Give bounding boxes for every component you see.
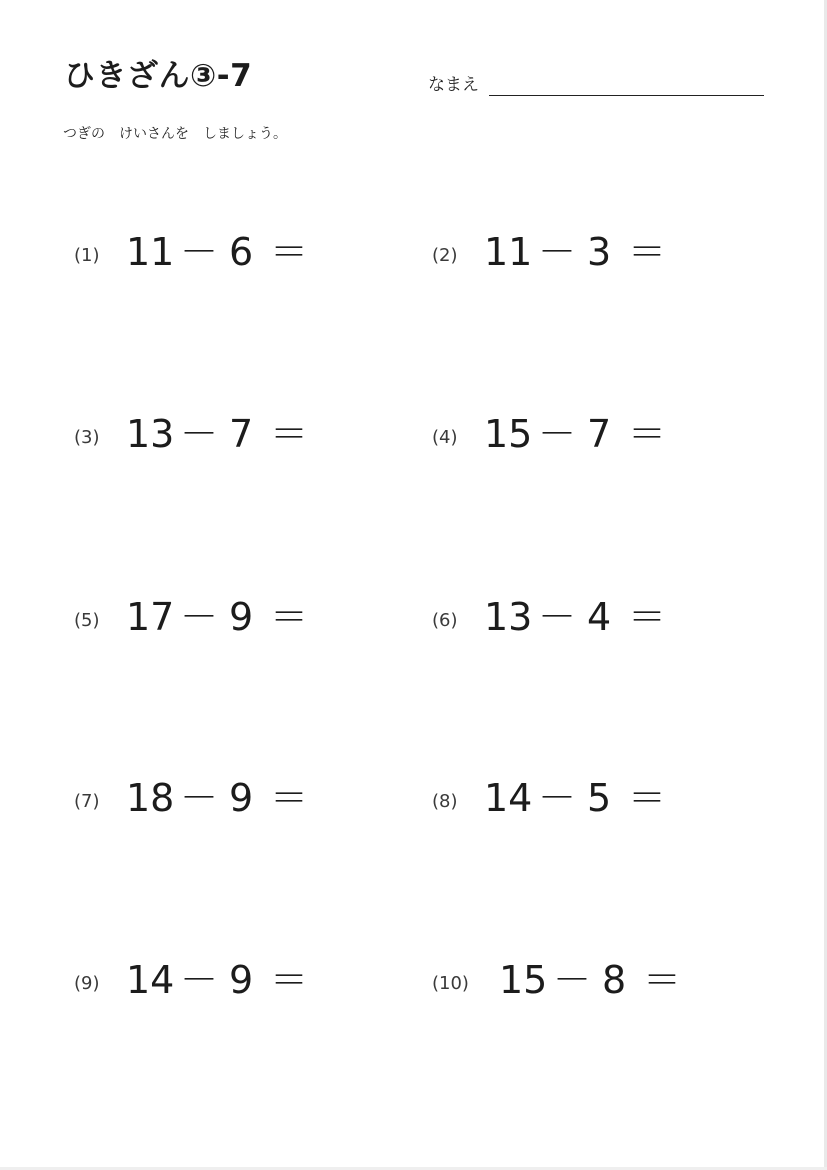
minus-sign: － [538, 230, 577, 274]
equals-sign: ＝ [270, 776, 309, 820]
problem-7 [74, 776, 314, 826]
equals-sign: ＝ [628, 412, 667, 456]
problem-8 [432, 776, 672, 826]
equals-sign: ＝ [628, 230, 667, 274]
minuend: 11 [484, 230, 533, 274]
problem-number: (9) [74, 973, 100, 994]
subtrahend: 3 [587, 230, 612, 274]
minus-sign: － [180, 230, 219, 274]
minuend: 15 [499, 958, 548, 1002]
minus-sign: － [180, 958, 219, 1002]
worksheet-title: ひきざん③-7 [64, 58, 253, 94]
subtrahend: 6 [229, 230, 254, 274]
minus-sign: － [538, 776, 577, 820]
equals-sign: ＝ [270, 958, 309, 1002]
subtrahend: 9 [229, 776, 254, 820]
problem-2 [432, 230, 672, 280]
equals-sign: ＝ [270, 230, 309, 274]
subtrahend: 5 [587, 776, 612, 820]
name-label: なまえ [428, 75, 479, 95]
problem-number: (7) [74, 791, 100, 812]
minus-sign: － [180, 595, 219, 639]
problem-number: (2) [432, 245, 458, 266]
problem-number: (1) [74, 245, 100, 266]
equals-sign: ＝ [270, 412, 309, 456]
minuend: 13 [126, 412, 175, 456]
equals-sign: ＝ [628, 776, 667, 820]
subtrahend: 9 [229, 595, 254, 639]
problem-number: (6) [432, 610, 458, 631]
problem-number: (4) [432, 427, 458, 448]
instructions: つぎの けいさんを しましょう。 [63, 126, 287, 142]
subtrahend: 7 [229, 412, 254, 456]
minuend: 15 [484, 412, 533, 456]
problem-4 [432, 412, 672, 462]
minus-sign: － [553, 958, 592, 1002]
problem-6 [432, 595, 672, 645]
problem-number: (8) [432, 791, 458, 812]
subtrahend: 7 [587, 412, 612, 456]
problem-number: (10) [432, 973, 469, 994]
equals-sign: ＝ [643, 958, 682, 1002]
problem-5 [74, 595, 314, 645]
equals-sign: ＝ [270, 595, 309, 639]
minuend: 11 [126, 230, 175, 274]
equals-sign: ＝ [628, 595, 667, 639]
problem-3 [74, 412, 314, 462]
problem-number: (5) [74, 610, 100, 631]
minus-sign: － [180, 412, 219, 456]
minuend: 14 [484, 776, 533, 820]
subtrahend: 9 [229, 958, 254, 1002]
problem-number: (3) [74, 427, 100, 448]
minus-sign: － [538, 412, 577, 456]
name-write-line[interactable] [489, 95, 764, 96]
problem-10 [432, 958, 692, 1008]
minus-sign: － [538, 595, 577, 639]
problem-1 [74, 230, 314, 280]
problem-9 [74, 958, 314, 1008]
subtrahend: 4 [587, 595, 612, 639]
minus-sign: － [180, 776, 219, 820]
subtrahend: 8 [602, 958, 627, 1002]
minuend: 13 [484, 595, 533, 639]
minuend: 18 [126, 776, 175, 820]
minuend: 17 [126, 595, 175, 639]
minuend: 14 [126, 958, 175, 1002]
